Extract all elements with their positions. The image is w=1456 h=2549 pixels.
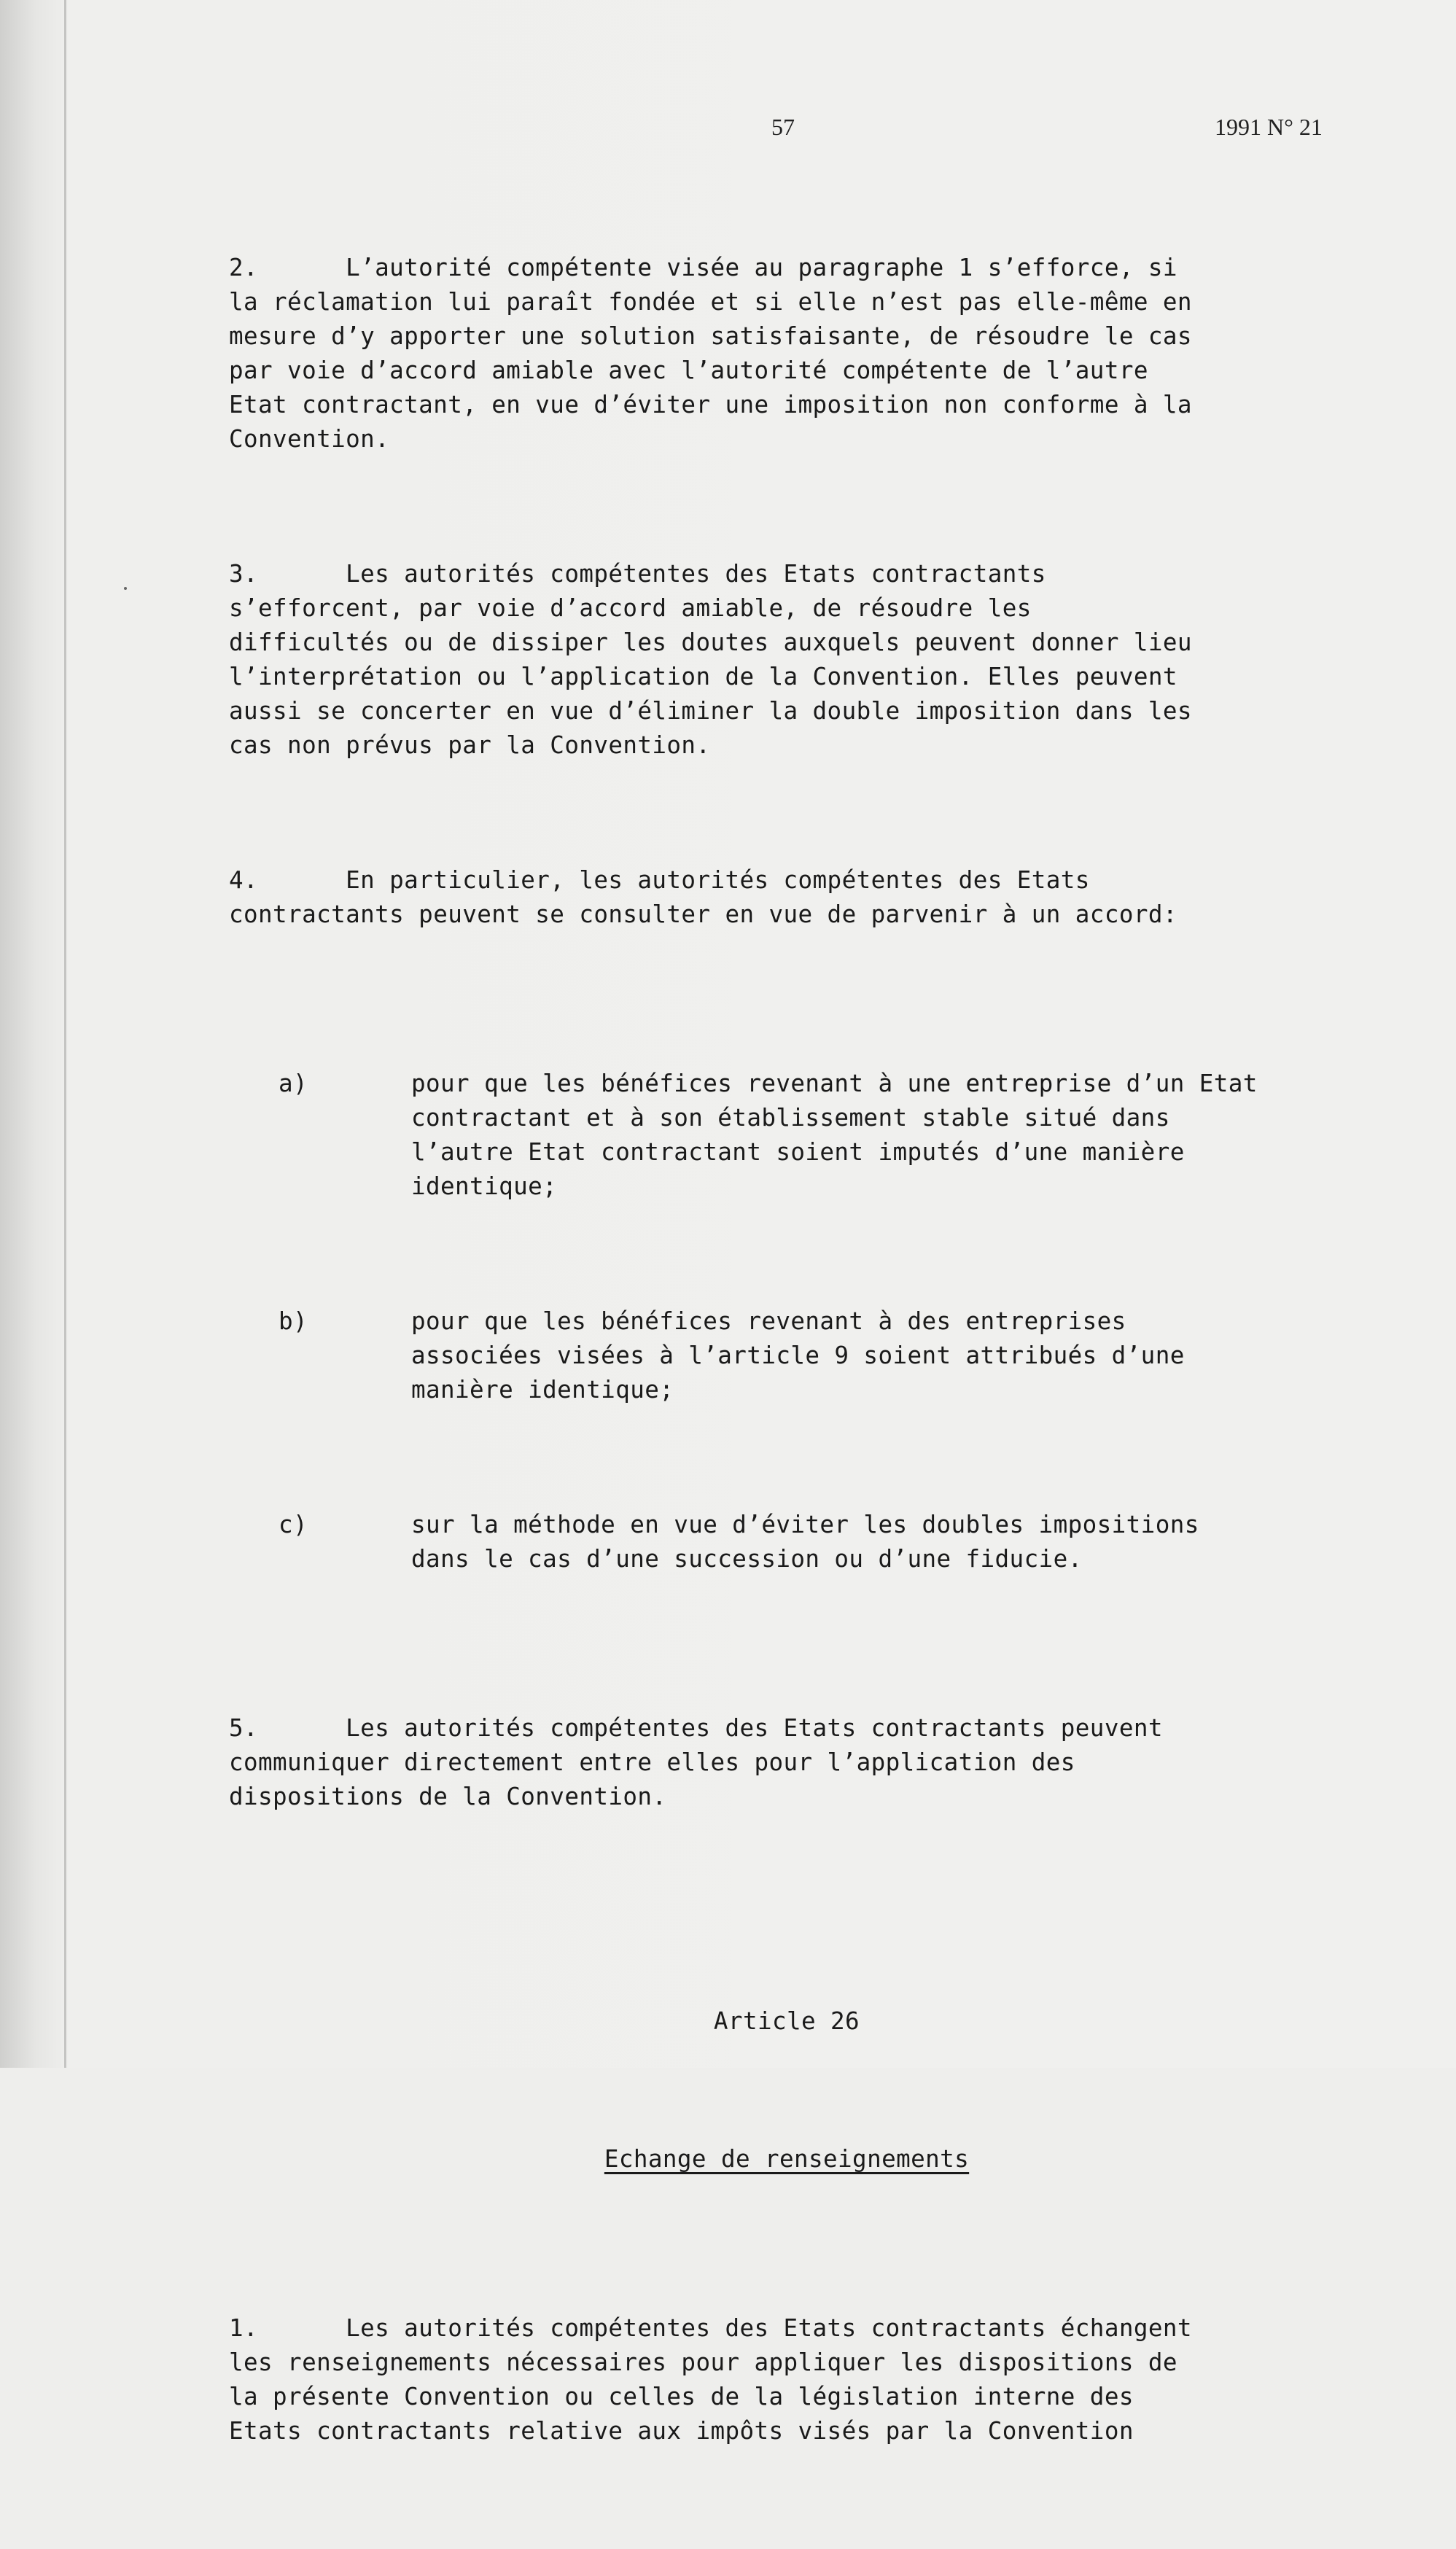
list-item-b — [229, 1304, 1381, 1407]
document-reference: 1991 N° 21 — [1215, 114, 1323, 140]
list-item-text: pour que les bénéfices revenant à des entreprises associées visées à l’article 9 soient attribués d’une manière identique; — [411, 1307, 1185, 1404]
paragraph-2: 2. L’autorité compétente visée au paragraphe 1 s’efforce, si la réclamation lui paraît fondée et si elle n’est pas elle-même en mesure d’y apporter une solution satisfaisante, de résoudre le cas par voie d’accord amiable avec l’autorité compétente de l’autre Etat contractant, en vue d’éviter une imposition non conforme à la Convention. — [229, 254, 1192, 453]
article-title: Article 26 — [713, 2007, 860, 2035]
page-binding-edge — [64, 0, 66, 2068]
list-item-label: a) — [279, 1070, 308, 1097]
list-item-text: pour que les bénéfices revenant à une entreprise d’un Etat contractant et à son établissement stable situé dans l’autre Etat contractant soient imputés d’une manière identique; — [411, 1070, 1258, 1200]
paragraph-3: 3. Les autorités compétentes des Etats contractants s’efforcent, par voie d’accord amiable, de résoudre les difficultés ou de dissiper les doutes auxquels peuvent donner lieu l’interprétation ou l’application de la Convention. Elles peuvent aussi se concerter en vue d’éliminer la double imposition dans les cas non prévus par la Convention. — [229, 560, 1192, 759]
article-subtitle-text: Echange de renseignements — [604, 2145, 970, 2173]
page-number: 57 — [771, 114, 795, 140]
document-body — [229, 182, 1381, 2549]
article-subtitle — [229, 2142, 1344, 2176]
stray-mark — [124, 587, 127, 590]
list-item-a — [229, 1067, 1381, 1204]
paragraph-5: 5. Les autorités compétentes des Etats contractants peuvent communiquer directement entre elles pour l’application des dispositions de la Convention. — [229, 1714, 1163, 1810]
list-item-label: c) — [279, 1511, 308, 1538]
list-item-text: sur la méthode en vue d’éviter les doubles impositions dans le cas d’une succession ou d’une fiducie. — [411, 1511, 1199, 1573]
list-item-c — [229, 1508, 1381, 1576]
paragraph-4: 4. En particulier, les autorités compétentes des Etats contractants peuvent se consulter en vue de parvenir à un accord: — [229, 866, 1177, 928]
article-26-paragraph-1: 1. Les autorités compétentes des Etats contractants échangent les renseignements nécessaires pour appliquer les dispositions de la présente Convention ou celles de la législation interne des Etats contractants relative aux impôts visés par la Convention — [229, 2314, 1192, 2445]
list-item-label: b) — [279, 1307, 308, 1335]
